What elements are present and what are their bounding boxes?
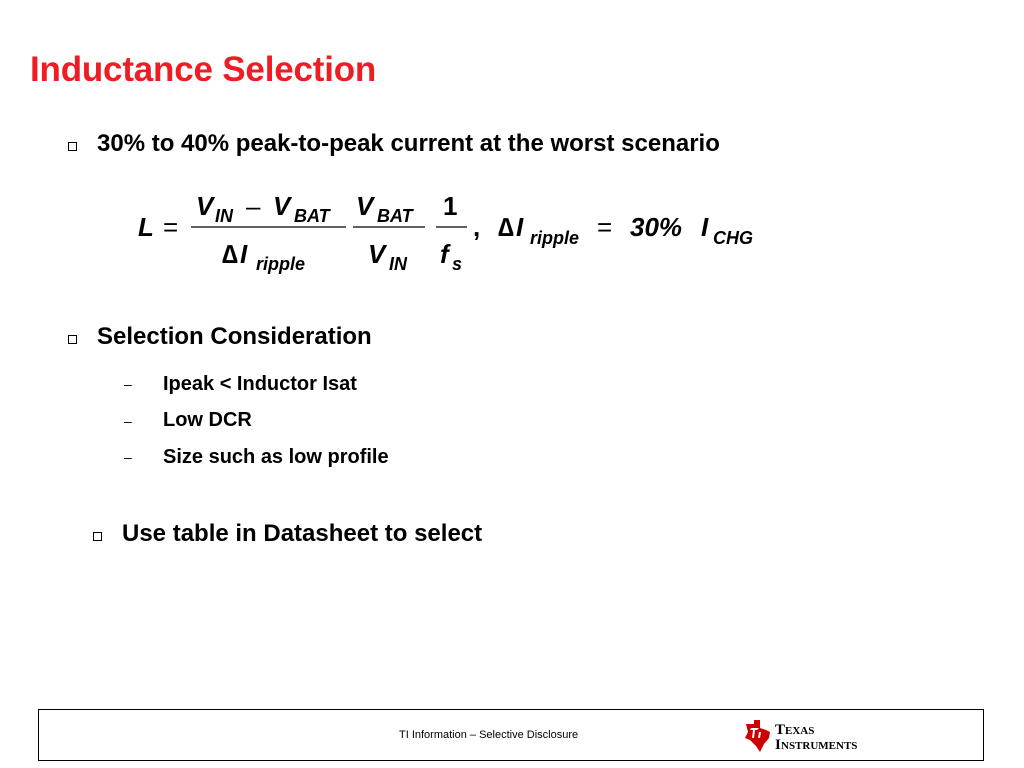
rhs-i: I <box>516 212 524 242</box>
bullet-datasheet <box>93 520 482 548</box>
dash-bullet: – <box>124 449 132 466</box>
list-item <box>124 403 389 440</box>
texas-instruments-logo <box>742 716 882 756</box>
slide-title: Inductance Selection <box>30 50 377 89</box>
frac1-den-delta: ∆ <box>222 239 238 269</box>
frac2-den-v: V <box>368 239 386 269</box>
footer-disclosure-text: TI Information – Selective Disclosure <box>399 729 579 741</box>
rhs-delta: ∆ <box>498 212 514 242</box>
frac1-den-i: I <box>240 239 248 269</box>
rhs-sub2: CHG <box>713 228 753 248</box>
logo-cap-t: T <box>775 722 786 738</box>
frac1-num-v: V <box>196 191 214 221</box>
rhs-sub: ripple <box>530 228 580 248</box>
dash-bullet: – <box>124 412 132 429</box>
texas-shape-icon <box>745 720 770 752</box>
square-bullet-icon <box>93 532 102 541</box>
rhs-i2: I <box>701 212 709 242</box>
list-item-text: Low DCR <box>163 409 252 432</box>
frac1-num-sub: IN <box>215 206 233 226</box>
logo-cap-i: I <box>775 737 781 753</box>
dash-bullet: – <box>124 376 132 393</box>
frac1-minus: – <box>246 191 261 221</box>
inductance-formula <box>0 0 1024 300</box>
square-bullet-icon <box>68 335 77 344</box>
rhs-percent: 30% <box>630 212 683 242</box>
rhs-equals: = <box>597 212 613 242</box>
logo-word-texas: EXAS <box>785 725 815 737</box>
bullet-selection-consideration <box>68 323 372 351</box>
frac3-den-sub: s <box>452 254 463 274</box>
bullet-text: 30% to 40% peak-to-peak current at the worst scenario <box>97 130 720 157</box>
frac3-den-f: f <box>440 239 449 269</box>
list-item <box>124 366 389 403</box>
formula-lhs: L <box>138 212 154 242</box>
slide-footer <box>38 709 984 761</box>
bullet-text: Selection Consideration <box>97 323 372 350</box>
formula-comma: , <box>473 212 481 242</box>
list-item-text: Ipeak < Inductor Isat <box>163 372 357 395</box>
frac1-num-v2: V <box>273 191 291 221</box>
frac2-num-v: V <box>356 191 374 221</box>
frac3-num: 1 <box>443 191 458 221</box>
bullet-text: Use table in Datasheet to select <box>122 520 483 547</box>
frac1-num-sub2: BAT <box>294 206 330 226</box>
frac2-den-sub: IN <box>389 254 407 274</box>
list-item <box>124 439 389 476</box>
frac2-num-sub: BAT <box>377 206 413 226</box>
logo-word-instruments: NSTRUMENTS <box>781 740 858 752</box>
sub-bullet-list <box>124 366 389 476</box>
formula-equals: = <box>163 212 179 242</box>
list-item-text: Size such as low profile <box>163 445 389 468</box>
frac1-den-sub: ripple <box>256 254 306 274</box>
